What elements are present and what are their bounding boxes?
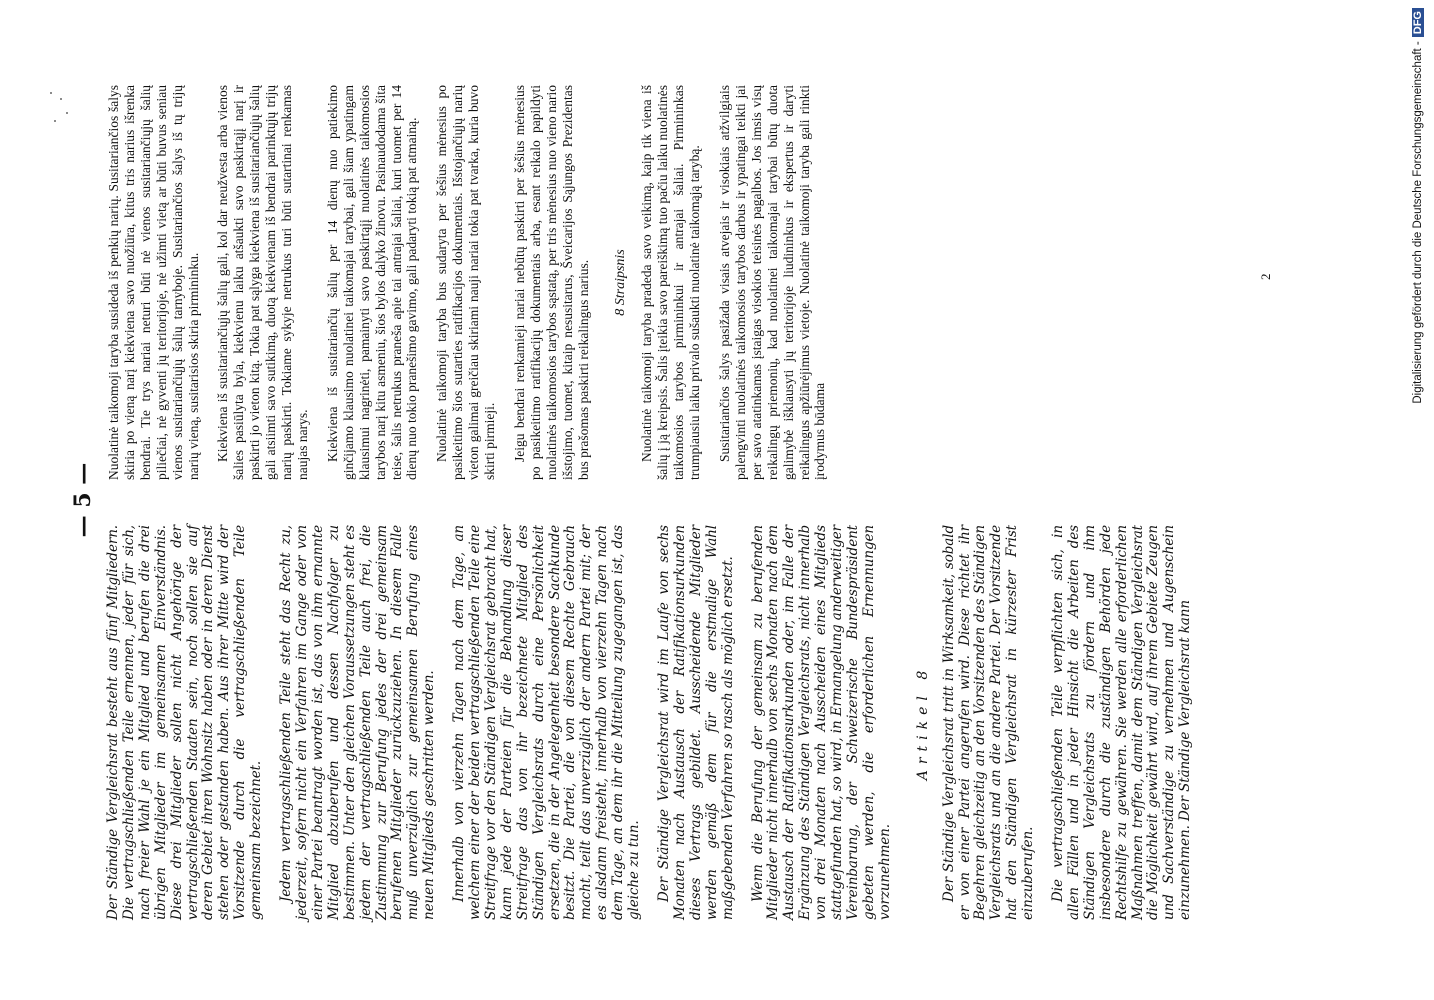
german-paragraph: Die vertragschließenden Teile verpflichten sich, in allen Fällen und in jeder Hinsicht die Arbeiten des Ständigen Vergleichsrats zu fördern und ihm insbesondere durch die zuständigen Behörden jede Rechtshilfe zu gewähren. Sie werden alle erforderlichen Maßnahmen treffen, damit dem Ständigen Vergleichsrat die Möglichkeit gewährt wird, auf ihrem Gebiete Zeugen und Sachverständige zu vernehmen und Augenschein einzunehmen. Der Ständige Vergleichsrat kann xyxy=(1050,525,1194,920)
german-paragraph: Der Ständige Vergleichsrat tritt in Wirksamkeit, sobald er von einer Partei angerufen wird. Diese richtet ihr Begehren gleichzeitig an den Vorsitzenden des Ständigen Vergleichsrats und an die andere Partei. Der Vorsitzende hat den Ständigen Vergleichsrat in kürzester Frist einzuberufen. xyxy=(940,525,1037,920)
german-column xyxy=(106,525,1208,920)
german-paragraph: Innerhalb von vierzehn Tagen nach dem Tage, an welchem einer der beiden vertragschließenden Teile eine Streitfrage vor den Ständigen Vergleichsrat gebracht hat, kann jede der Parteien für die Behandlung dieser Streitfrage das von ihr bezeichnete Mitglied des Ständigen Vergleichsrats durch eine Persönlichkeit ersetzen, die in der Angelegenheit besondere Sachkunde besitzt. Die Partei, die von diesem Rechte Gebrauch macht, teilt das unverzüglich der andern Partei mit; der es alsdann freisteht, innerhalb von vierzehn Tagen nach dem Tage, an dem ihr die Mitteilung zugegangen ist, das gleiche zu tun. xyxy=(451,525,643,920)
lithuanian-article-heading: 8 Straipsnis xyxy=(613,249,629,316)
lithuanian-paragraph: Susitariančios šalys pasižada visais atvejais ir visokiais atžvilgiais palengvinti nuolatinės taikomosios tarybos darbus ir ypatingai teikti jai per savo atatinkamas įstaigas visokios teisinės pagalbos. Jos imsis visų reikalingų priemonių, kad nuolatinei taikomajai tarybai būtų duota galimybė išklausyti jų teritorijoje liudininkus ir ekspertus ir daryti reikalingus apžiūrėjimus vietoje. Nuolatinė taikomoji taryba gali rinkti įrodymus būdama xyxy=(717,85,828,480)
bottom-page-number: 2 xyxy=(1258,273,1273,280)
lithuanian-column xyxy=(106,85,842,480)
german-paragraph: Jedem vertragschließenden Teile steht das Recht zu, jederzeit, sofern nicht ein Verfahren im Gange oder von einer Partei beantragt worden ist, das von ihm ernannte Mitglied abzuberufen und dessen Nachfolger zu bestimmen. Unter den gleichen Voraussetzungen steht es jedem der vertragschließenden Teile auch frei, die Zustimmung zur Berufung jedes der drei gemeinsam berufenen Mitglieder zurückzuziehen. In diesem Falle muß unverzüglich zur gemeinsamen Berufung eines neuen Mitglieds geschritten werden. xyxy=(278,525,438,920)
german-article-heading: Artikel 8 xyxy=(914,664,931,781)
german-paragraph: Wenn die Berufung der gemeinsam zu berufenden Mitglieder nicht innerhalb von sechs Monaten nach dem Austausch der Ratifikationsurkunden oder, im Falle der Ergänzung des Ständigen Vergleichsrats, nicht innerhalb von drei Monaten nach Ausscheiden eines Mitglieds stattgefunden hat, so wird, in Ermangelung anderweitiger Vereinbarung, der Schweizerische Bundespräsident gebeten werden, die erforderlichen Ernennungen vorzunehmen. xyxy=(749,525,893,920)
page-number: — 5 — xyxy=(70,462,96,538)
german-paragraph: Der Ständige Vergleichsrat wird im Laufe von sechs Monaten nach Austausch der Ratifikationsurkunden dieses Vertrags gebildet. Ausscheidende Mitglieder werden gemäß dem für die erstmalige Wahl maßgebenden Verfahren so rasch als möglich ersetzt. xyxy=(656,525,736,920)
stamp-text: Digitalisierung gefördert durch die Deutsche Forschungsgemeinschaft - xyxy=(1412,41,1424,404)
digitization-stamp xyxy=(1410,8,1430,648)
lithuanian-paragraph: Nuolatinė taikomoji taryba pradeda savo veikimą, kaip tik viena iš šalių į ją kreipsis. Šalis įteikia savo pareiškimą tuo pačiu laiku nuolatinės taikomosios tarybos pirmininkui ir antrajai šaliai. Pirmininkas trumpiausiu laiku privalo sušaukti nuolatinė taikomąją tarybą. xyxy=(639,85,703,480)
lithuanian-paragraph: Jeigu bendrai renkamieji nariai nebūtų paskirti per šešius mėnesius po pasikeitimo ratifikacijų dokumentais arba, esant reikalo papildyti nuolatinės taikomosios tarybos sąstatą, per tris mėnesius nuo vieno nario išstojimo, tuomet, kitaip nesusitarus, Šveicarijos Sąjungos Prezidentas bus prašomas paskirti reikalingus narius. xyxy=(511,85,591,480)
german-paragraph: Der Ständige Vergleichsrat besteht aus fünf Mitgliedern. Die vertragschließenden Teile ernennen, jeder für sich, nach freier Wahl je ein Mitglied und berufen die drei übrigen Mitglieder im gemeinsamen Einverständnis. Diese drei Mitglieder sollen nicht Angehörige der vertragschließenden Staaten sein, noch sollen sie auf deren Gebiet ihren Wohnsitz haben oder in deren Dienst stehen oder gestanden haben. Aus ihrer Mitte wird der Vorsitzende durch die vertragschließenden Teile gemeinsam bezeichnet. xyxy=(105,525,265,920)
lithuanian-paragraph: Kiekviena iš susitariančiųjų šalių gali, kol dar neužvesta arba vienos šalies pasiūlyta byla, kiekvienu laiku atšaukti savo paskirtąjį narį ir paskirti jo vieton kitą. Tokia pat sąlyga kiekviena iš susitariančiųjų šalių gali atsiimti savo sutikimą, duotą kiekvienam iš bendrai parinktųjų trijų narių paskirti. Tokiame sykyje netrukus turi būti sutartinai renkamas naujas narys. xyxy=(215,85,310,480)
lithuanian-paragraph: Kiekviena iš susitariančių šalių per 14 dienų nuo patiekimo ginčijamo klausimo nuolatinei taikomajai tarybai, gali šiam ypatingam klausimui nagrinėti, pamainyti savo paskirtąjį nuolatinės taikomosios tarybos narį kitu asmeniu, šios bylos dalyko žinovu. Pasinaudodama šita teise, šalis netrukus praneša apie tai antrajai šaliai, kuri tuomet per 14 dienų nuo tokio pranešimo gavimo, gali padaryti tokią pat atmainą. xyxy=(324,85,420,480)
lithuanian-paragraph: Nuolatinė taikomoji taryba bus sudaryta per šešius mėnesius po pasikeitimo šios sutarties ratifikacijos dokumentais. Išstojančiųjų narių vieton galimai greičiau skiriami nauji nariai tokia pat tvarka, kuria buvo skirti pirmieji. xyxy=(434,85,498,480)
dfg-logo: DFG xyxy=(1412,8,1424,37)
lithuanian-paragraph: Nuolatinė taikomoji taryba susideda iš penkių narių. Susitariančios šalys skiria po vieną narį kiekviena savo nuožiūra, kitus tris narius išrenka bendrai. Tie trys nariai neturi būti nė vienos susitariančiųjų šalių piliečiai, nė gyventi jų teritorijoje, nė užimti vietą ar būti buvus seniau vienos susitariančiųjų šalių tarnyboje. Susitariančios šalys iš tų trijų narių vieną, susitarisios skiria pirmininku. xyxy=(106,85,201,480)
rotated-page-content xyxy=(70,80,1273,920)
